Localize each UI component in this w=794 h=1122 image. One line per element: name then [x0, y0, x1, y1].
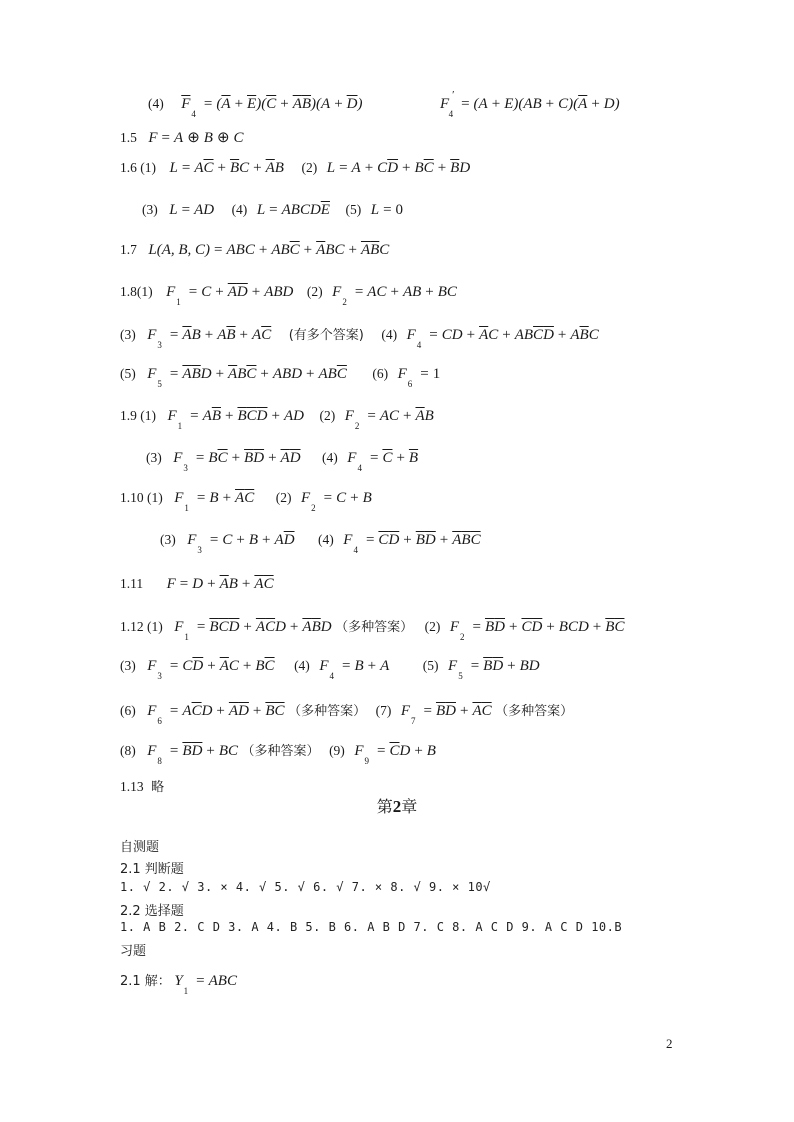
- eq-1-8-c: (5) $F_5= \overline{A}\overline{B}D + \overline{A}B\overline{C}$ + ABD + $AB\overline{C}$ (6) $F_6= 1$: [120, 366, 441, 389]
- eq-1-10-a: 1.10 (1) $F_1= B + \overline{A}\overline{C}$ (2) $F_2= C + B$: [120, 490, 372, 513]
- eq-1-13: 1.13 略: [120, 779, 165, 795]
- choice-answers: 1. A B 2. C D 3. A 4. B 5. B 6. A B D 7. C 8. A C D 9. A C D 10.B: [120, 920, 623, 934]
- judge-heading: 2.1 判断题: [120, 862, 184, 877]
- page-number: 2: [666, 1036, 673, 1051]
- eq-1-9-b: (3) $F_3= B\overline{C} + \overline{B}\overline{D} + \overline{A}\overline{D}$ (4) $F_4= \overline{C} + \overline{B}$: [146, 450, 419, 473]
- eq-1-12-b: (3) $F_3= C\overline{D} + \overline{A}C + B\overline{C}$ (4) $F_4= B + A$ (5) $F_5= \overline{B}\overline{D}$ + BD: [120, 658, 540, 681]
- eq-1-6-a: 1.6 (1) $L = A\overline{C} + \overline{B}C + \overline{A}B$ (2) $L = A + C\overline{D} + B\overline{C} + \overline{B}D$: [120, 160, 471, 176]
- eq-1-10-b: (3) $F_3= C + B + A\overline{D}$ (4) $F_4= \overline{C}\overline{D} + \overline{B}\overline{D} + \overline{A}\overline{B}\overline{C}$: [160, 532, 481, 555]
- choice-heading: 2.2 选择题: [120, 904, 184, 919]
- eq-1-12-d: (8) $F_8= \overline{B}\overline{D}$ + BC （多种答案） (9) $F_9= \overline{C}D + B$: [120, 743, 436, 766]
- eq-row-1-4-prime: $F'_4= (A + E)(AB + C)(\overline{A} + D)$: [440, 89, 620, 119]
- eq-1-6-b: (3) L = AD (4) $L = ABCD\overline{E}$ (5) L = 0: [142, 202, 404, 218]
- eq-row-1-4: (4) $\overline{F}_4= (\overline{A} + \overline{E})(\overline{C} + \overline{A}\overline{B})(A + \overline{D})$: [148, 96, 363, 119]
- eq-1-8-a: 1.8(1) $F_1= C + \overline{A}\overline{D}$ + ABD (2) $F_2=$ AC + AB + BC: [120, 284, 457, 307]
- item-label: (4): [148, 96, 164, 111]
- exercises-heading: 习题: [120, 944, 147, 959]
- self-test-heading: 自测题: [120, 840, 160, 855]
- judge-answers: 1. √ 2. √ 3. × 4. √ 5. √ 6. √ 7. × 8. √ 9. × 10√: [120, 880, 491, 894]
- eq-1-9-a: 1.9 (1) $F_1= A\overline{B} + \overline{B}\overline{C}\overline{D}$ + AD (2) $F_2=$ AC + $\overline{A}B$: [120, 408, 434, 431]
- eq-1-7: 1.7 L(A, B, C) = ABC + $AB\overline{C} + \overline{A}BC + \overline{A}\overline{B}C$: [120, 242, 390, 258]
- chapter-heading: 第2章: [376, 797, 418, 816]
- exercise-2-1: 2.1 解： $Y_1=$ ABC: [120, 973, 237, 996]
- eq-1-11: 1.11 $F = D + \overline{A}B + \overline{A}\overline{C}$: [120, 576, 274, 592]
- eq-1-8-b: (3) $F_3= \overline{A}B + A\overline{B} + A\overline{C}$ (有多个答案) (4) $F_4=$ CD + $\overline{A}C + AB\overline{C}\overline{D} + A\overline{B}C$: [120, 327, 599, 350]
- eq-1-12-c: (6) $F_6= A\overline{C}D + \overline{A}\overline{D} + \overline{B}\overline{C}$ （多种答案） (7) $F_7= \overline{B}\overline{D} + \overline{A}\overline{C}$ （多种答案）: [120, 703, 574, 726]
- eq-1-5: 1.5 F = A ⊕ B ⊕ C: [120, 130, 244, 146]
- eq-1-12-a: 1.12 (1) $F_1= \overline{B}\overline{C}\overline{D} + \overline{A}\overline{C}D + \overline{A}\overline{B}D$ （多种答案） (2) $F_2= \overline{B}\overline{D} + \overline{C}\overline{D}$ + BCD + $\overline{B}\overline{C}$: [120, 619, 625, 642]
